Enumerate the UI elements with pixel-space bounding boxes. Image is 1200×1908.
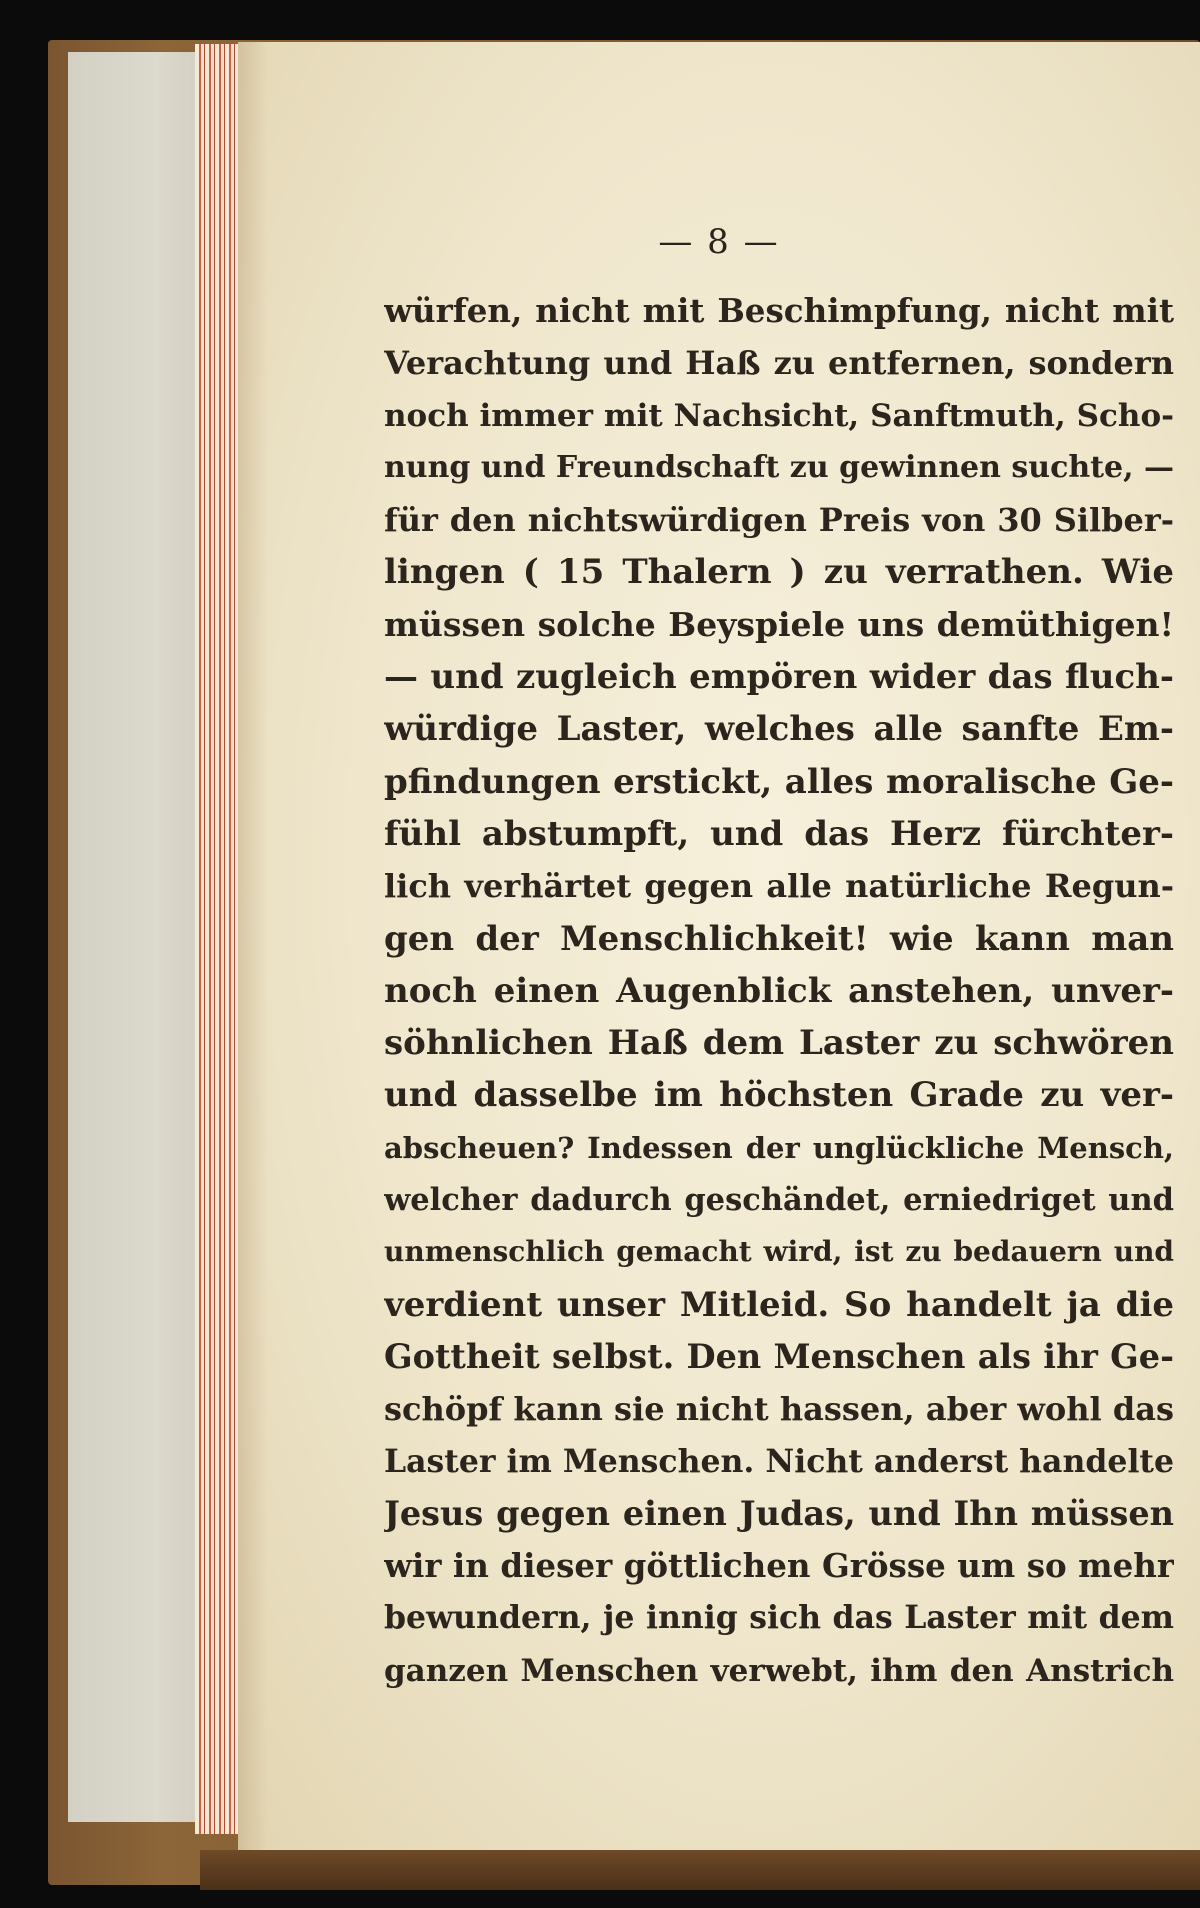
text-line: söhnlichen Haß dem Laster zu schwören [384, 1023, 1174, 1064]
text-line: Laster im Menschen. Nicht anderst handelte [384, 1442, 1174, 1480]
text-line: bewundern, je innig sich das Laster mit dem [384, 1599, 1174, 1637]
text-line: schöpf kann sie nicht hassen, aber wohl das [384, 1390, 1174, 1429]
text-line: welcher dadurch geschändet, erniedriget und [384, 1182, 1174, 1219]
text-line: Jesus gegen einen Judas, und Ihn müssen [384, 1493, 1174, 1533]
text-line: Gottheit selbst. Den Menschen als ihr Ge- [384, 1336, 1174, 1376]
page-number-header: — 8 — [658, 222, 780, 262]
text-line: für den nichtswürdigen Preis von 30 Silber- [384, 501, 1174, 540]
text-line: noch immer mit Nachsicht, Sanftmuth, Scho- [384, 397, 1174, 434]
text-line: noch einen Augenblick anstehen, unver- [384, 970, 1174, 1011]
text-line: wir in dieser göttlichen Grösse um so mehr [384, 1546, 1174, 1586]
text-line: unmenschlich gemacht wird, ist zu bedauern und [384, 1235, 1174, 1269]
text-line: gen der Menschlichkeit! wie kann man [384, 918, 1174, 959]
text-line: und dasselbe im höchsten Grade zu ver- [384, 1075, 1174, 1116]
gutter-shadow [238, 42, 268, 1850]
text-line: ganzen Menschen verwebt, ihm den Anstrich [384, 1652, 1174, 1689]
text-line: lich verhärtet gegen alle natürliche Regun- [384, 867, 1174, 906]
text-line: nung und Freundschaft zu gewinnen suchte, — [384, 449, 1174, 485]
cover-bottom-edge [200, 1850, 1200, 1890]
book-page [238, 42, 1200, 1850]
text-line: verdient unser Mitleid. So handelt ja die [384, 1284, 1174, 1325]
text-line: würfen, nicht mit Beschimpfung, nicht mit [384, 291, 1174, 330]
text-line: — und zugleich empören wider das fluch- [384, 657, 1174, 698]
text-line: würdige Laster, welches alle sanfte Em- [384, 709, 1174, 750]
text-line: Verachtung und Haß zu entfernen, sondern [384, 344, 1174, 383]
text-line: abscheuen? Indessen der unglückliche Mensch, [384, 1130, 1174, 1165]
text-line: pfindungen erstickt, alles moralische Ge- [384, 761, 1174, 802]
text-line: fühl abstumpft, und das Herz fürchter- [384, 813, 1174, 854]
text-line: müssen solche Beyspiele uns demüthigen! [384, 604, 1174, 644]
page-text [384, 285, 1174, 1697]
text-line: lingen ( 15 Thalern ) zu verrathen. Wie [384, 552, 1174, 593]
